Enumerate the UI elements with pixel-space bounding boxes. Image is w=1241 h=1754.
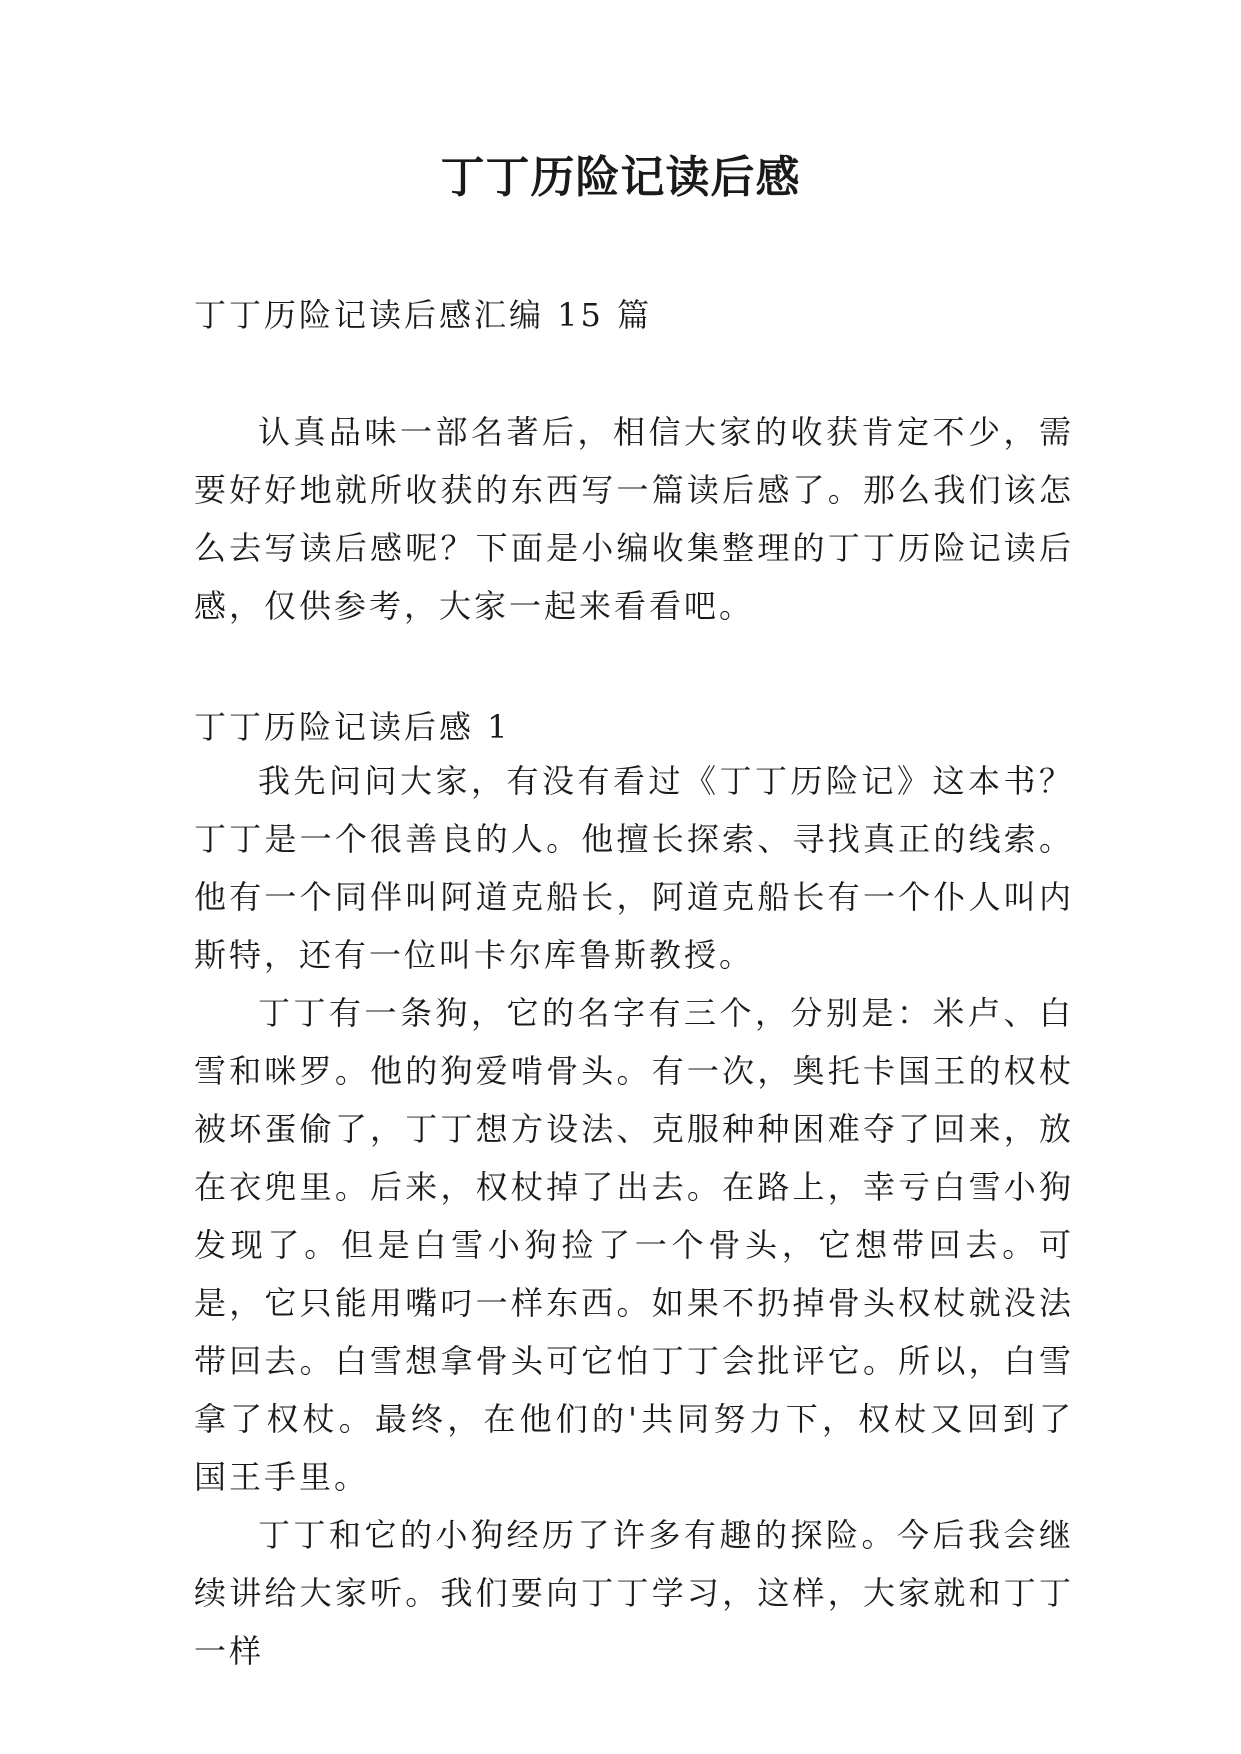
intro-text: 认真品味一部名著后，相信大家的收获肯定不少，需要好好地就所收获的东西写一篇读后感了。那么我们该怎么去写读后感呢？下面是小编收集整理的丁丁历险记读后感，仅供参考，大家一起来看看吧。 bbox=[194, 413, 1074, 625]
body-paragraph: 我先问问大家，有没有看过《丁丁历险记》这本书？丁丁是一个很善良的人。他擅长探索、寻找真正的线索。他有一个同伴叫阿道克船长，阿道克船长有一个仆人叫内斯特，还有一位叫卡尔库鲁斯教授。 bbox=[194, 762, 1074, 974]
body-paragraph: 丁丁和它的小狗经历了许多有趣的探险。今后我会继续讲给大家听。我们要向丁丁学习，这样，大家就和丁丁一样 bbox=[194, 1516, 1074, 1670]
body-paragraph: 丁丁有一条狗，它的名字有三个，分别是：米卢、白雪和咪罗。他的狗爱啃骨头。有一次，奥托卡国王的权杖被坏蛋偷了，丁丁想方设法、克服种种困难夺了回来，放在衣兜里。后来，权杖掉了出去。在路上，幸亏白雪小狗发现了。但是白雪小狗捡了一个骨头，它想带回去。可是，它只能用嘴叼一样东西。如果不扔掉骨头权杖就没法带回去。白雪想拿骨头可它怕丁丁会批评它。所以，白雪拿了权杖。最终，在他们的'共同努力下，权杖又回到了国王手里。 bbox=[194, 994, 1074, 1496]
document-title: 丁丁历险记读后感 bbox=[440, 152, 801, 203]
subtitle-text: 丁丁历险记读后感汇编 15 篇 bbox=[194, 296, 653, 334]
intro-paragraph bbox=[194, 403, 1074, 635]
section-heading-text: 丁丁历险记读后感 1 bbox=[194, 708, 511, 746]
section-body bbox=[194, 752, 1074, 1680]
section-heading bbox=[194, 698, 1074, 756]
document-subtitle bbox=[194, 286, 1074, 344]
